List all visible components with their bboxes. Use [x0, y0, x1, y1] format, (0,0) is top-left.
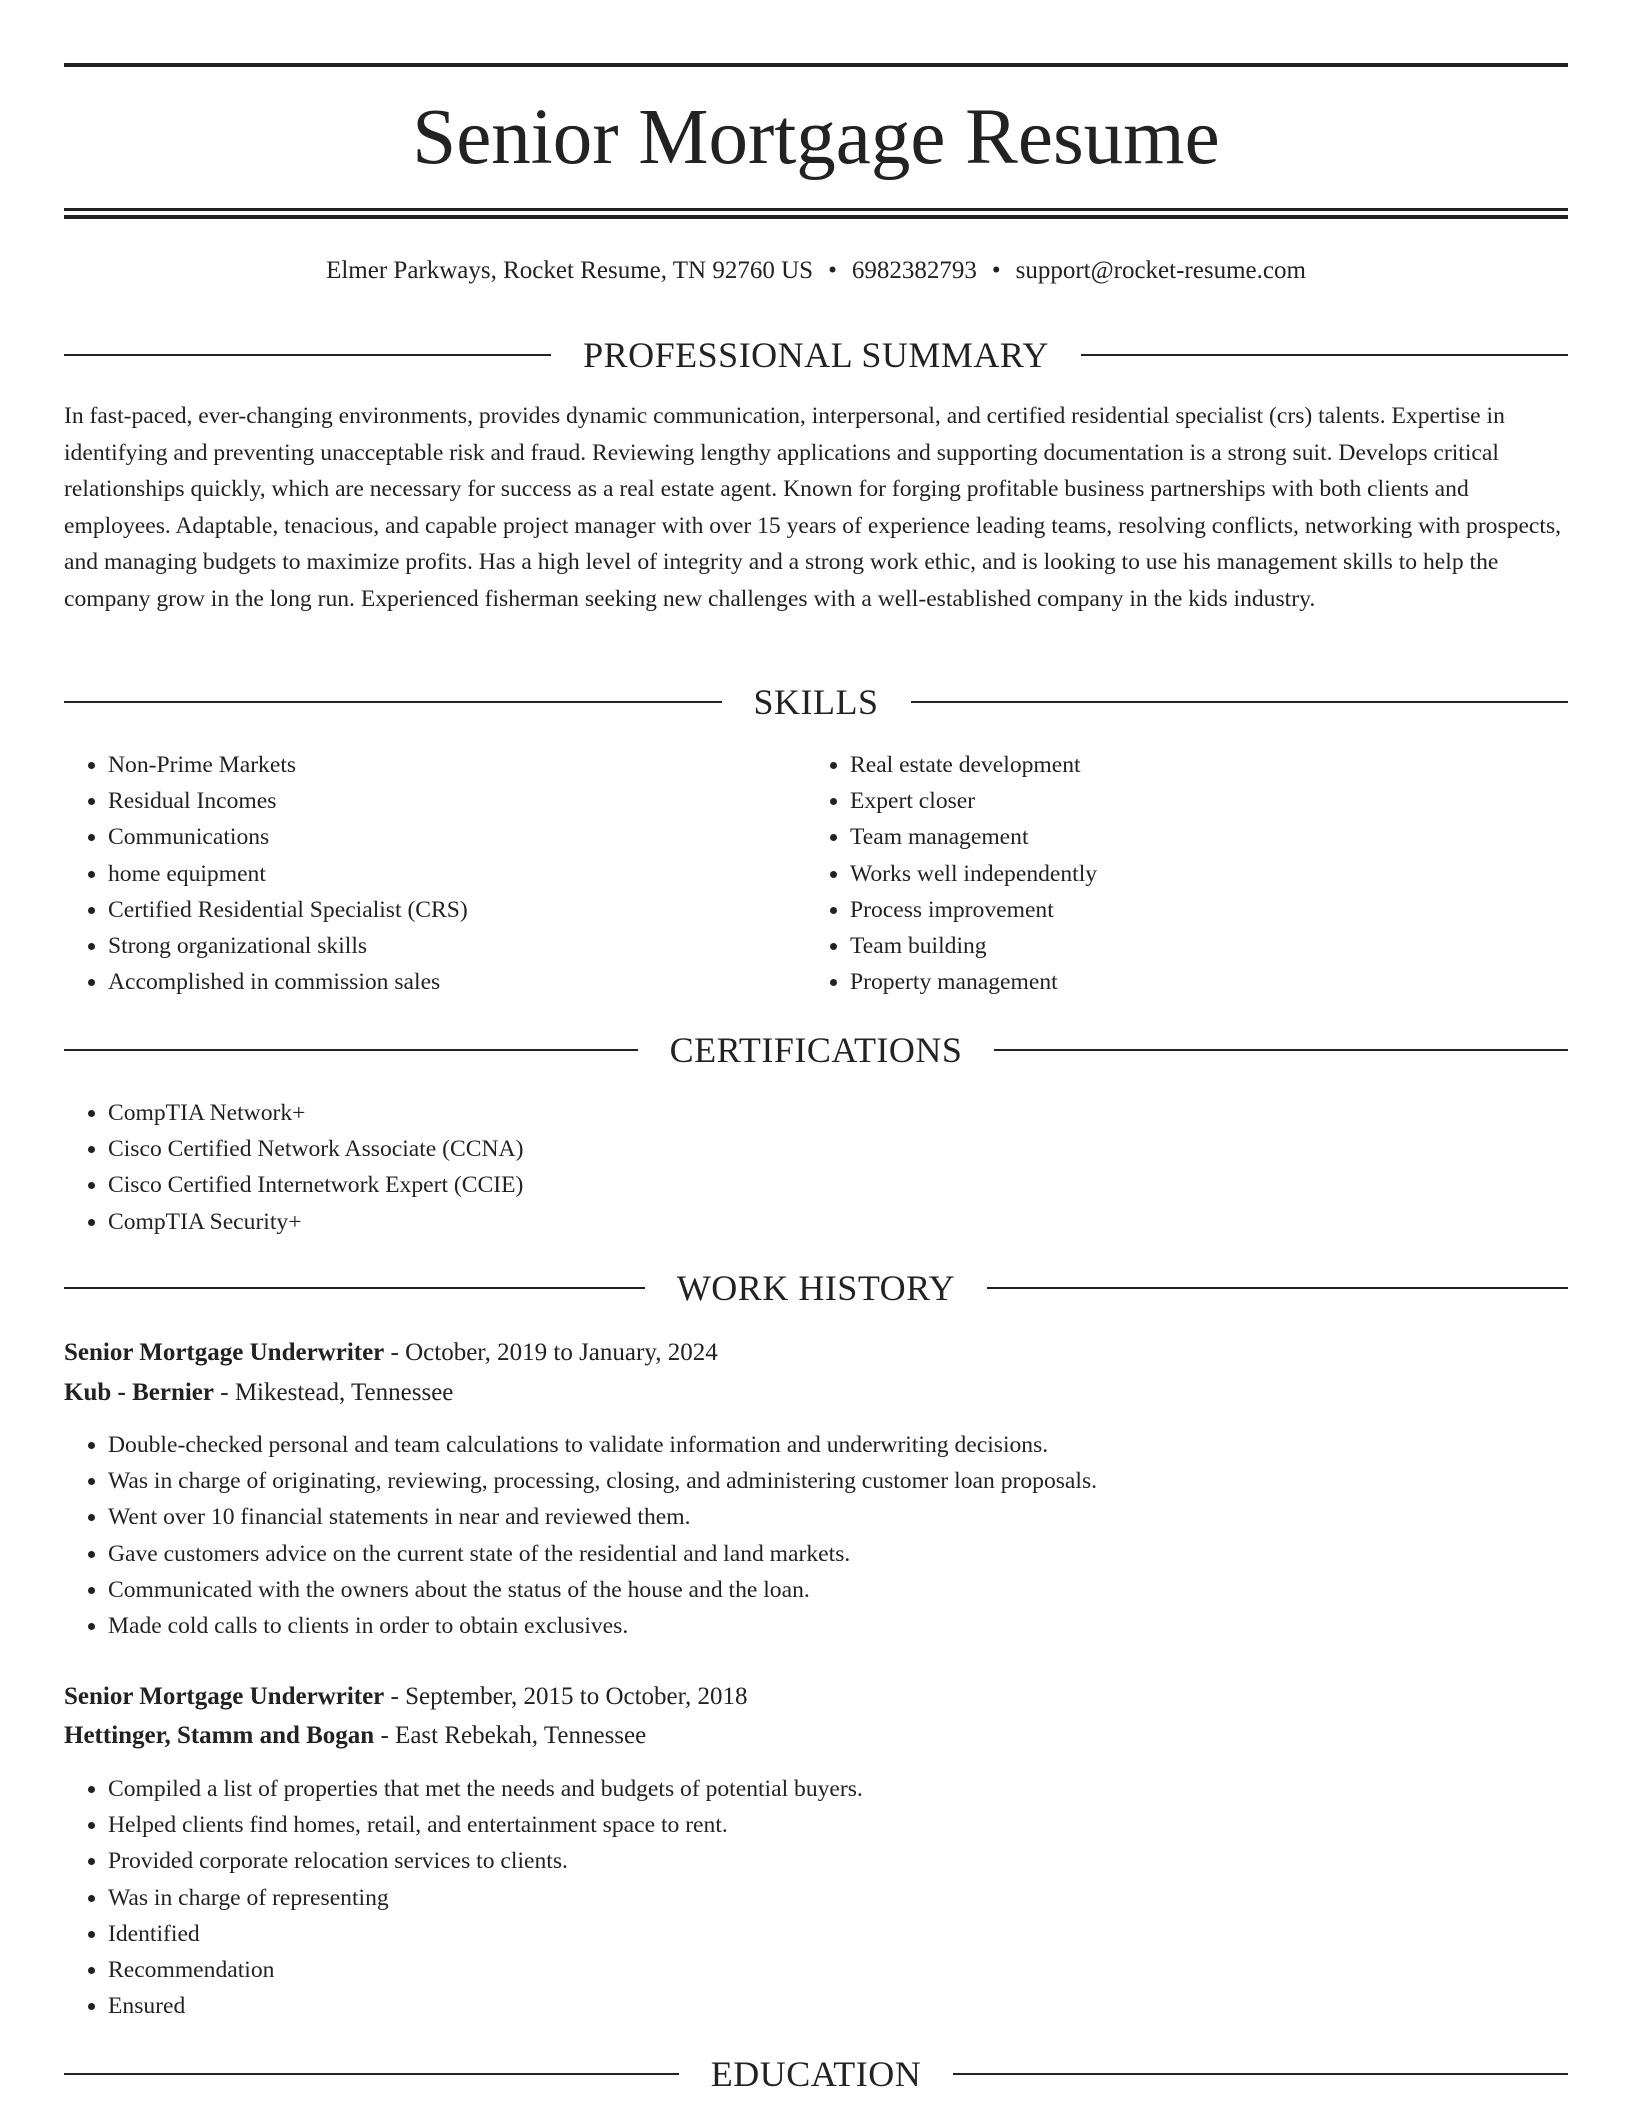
- job-bullet: • Identified: [108, 1916, 1568, 1952]
- job-title-line: [64, 1336, 1568, 1370]
- certification-item: • CompTIA Network+: [108, 1095, 1568, 1131]
- skills-column-left: [64, 747, 764, 1000]
- contact-email: support@rocket-resume.com: [1015, 257, 1306, 284]
- contact-line: [64, 254, 1568, 288]
- certifications-list: [64, 1095, 1568, 1240]
- job-bullet: • Gave customers advice on the current state of the residential and land markets.: [108, 1536, 1568, 1572]
- job-company: Hettinger, Stamm and Bogan: [64, 1722, 375, 1749]
- job-company-line: [64, 1719, 1568, 1753]
- job-bullets: [64, 1771, 1568, 2024]
- contact-separator: •: [828, 257, 837, 284]
- job-dates: - September, 2015 to October, 2018: [384, 1683, 748, 1710]
- job-bullet: • Provided corporate relocation services to clients.: [108, 1843, 1568, 1879]
- job-dates: - October, 2019 to January, 2024: [384, 1339, 718, 1366]
- heading-rule-left: [64, 354, 551, 356]
- skills-column-right: [806, 747, 1506, 1000]
- heading-rule-left: [64, 1049, 638, 1051]
- heading-rule-left: [64, 2073, 679, 2075]
- skill-item: • Communications: [108, 819, 764, 855]
- contact-address: Elmer Parkways, Rocket Resume, TN 92760 US: [326, 257, 814, 284]
- skill-item: • Certified Residential Specialist (CRS): [108, 892, 764, 928]
- job-location: - Mikestead, Tennessee: [214, 1379, 454, 1406]
- job-bullet: • Was in charge of originating, reviewing, processing, closing, and administering customer loan proposals.: [108, 1463, 1568, 1499]
- job-title: Senior Mortgage Underwriter: [64, 1683, 385, 1710]
- section-heading-education: [64, 2052, 1568, 2096]
- skill-item: • Real estate development: [850, 747, 1506, 783]
- job-bullet: • Double-checked personal and team calculations to validate information and underwriting decisions.: [108, 1427, 1568, 1463]
- certification-item: • CompTIA Security+: [108, 1204, 1568, 1240]
- job-bullet: • Recommendation: [108, 1952, 1568, 1988]
- job-bullet: • Made cold calls to clients in order to obtain exclusives.: [108, 1608, 1568, 1644]
- skill-item: • Expert closer: [850, 783, 1506, 819]
- heading-rule-right: [1081, 354, 1568, 356]
- skill-item: • Works well independently: [850, 856, 1506, 892]
- heading-rule-right: [994, 1049, 1568, 1051]
- job-bullet: • Ensured: [108, 1988, 1568, 2024]
- resume-title: Senior Mortgage Resume: [412, 94, 1220, 181]
- section-heading-summary: [64, 333, 1568, 377]
- skill-item: • Accomplished in commission sales: [108, 964, 764, 1000]
- skill-item: • Team building: [850, 928, 1506, 964]
- section-heading-work-history: [64, 1266, 1568, 1310]
- section-heading-skills: [64, 680, 1568, 724]
- job-location: - East Rebekah, Tennessee: [374, 1722, 647, 1749]
- skill-item: • Strong organizational skills: [108, 928, 764, 964]
- job-company-line: [64, 1376, 1568, 1410]
- summary-paragraph: In fast-paced, ever-changing environments, provides dynamic communication, interpersonal, and certified residential specialist (crs) talents. Expertise in identifying and preventing unacceptable risk and fraud. Reviewing lengthy applications and supporting documentation is a strong suit. Develops critical relationships quickly, which are necessary for success as a real estate agent. Known for forging profitable business partnerships with both clients and employees. Adaptable, tenacious, and capable project manager with over 15 years of experience leading teams, resolving conflicts, networking with prospects, and managing budgets to maximize profits. Has a high level of integrity and a strong work ethic, and is looking to use his management skills to help the company grow in the long run. Experienced fisherman seeking new challenges with a well-established company in the kids industry.: [64, 403, 1562, 612]
- section-title: SKILLS: [753, 682, 879, 722]
- job-bullet: • Helped clients find homes, retail, and entertainment space to rent.: [108, 1807, 1568, 1843]
- job-title: Senior Mortgage Underwriter: [64, 1339, 385, 1366]
- job-bullet: • Communicated with the owners about the status of the house and the loan.: [108, 1572, 1568, 1608]
- skill-item: • home equipment: [108, 856, 764, 892]
- job-title-line: [64, 1680, 1568, 1714]
- header-double-rule: [64, 208, 1568, 219]
- section-title: PROFESSIONAL SUMMARY: [583, 335, 1049, 375]
- section-heading-certifications: [64, 1028, 1568, 1072]
- skill-item: • Process improvement: [850, 892, 1506, 928]
- heading-rule-right: [911, 701, 1569, 703]
- section-title: EDUCATION: [710, 2054, 922, 2094]
- skill-item: • Residual Incomes: [108, 783, 764, 819]
- contact-phone: 6982382793: [851, 257, 977, 284]
- job-bullet: • Compiled a list of properties that met the needs and budgets of potential buyers.: [108, 1771, 1568, 1807]
- job-bullets: [64, 1427, 1568, 1644]
- job-bullet: • Went over 10 financial statements in near and reviewed them.: [108, 1499, 1568, 1535]
- job-company: Kub - Bernier: [64, 1379, 214, 1406]
- section-title: WORK HISTORY: [676, 1268, 956, 1308]
- section-title: CERTIFICATIONS: [669, 1030, 963, 1070]
- contact-separator: •: [991, 257, 1001, 284]
- certification-item: • Cisco Certified Internetwork Expert (CCIE): [108, 1167, 1568, 1203]
- job-bullet: • Was in charge of representing: [108, 1880, 1568, 1916]
- skill-item: • Property management: [850, 964, 1506, 1000]
- certification-item: • Cisco Certified Network Associate (CCNA): [108, 1131, 1568, 1167]
- heading-rule-right: [953, 2073, 1568, 2075]
- heading-rule-left: [64, 701, 722, 703]
- header-top-rule: [64, 63, 1568, 67]
- skill-item: • Team management: [850, 819, 1506, 855]
- heading-rule-left: [64, 1287, 645, 1289]
- heading-rule-right: [987, 1287, 1568, 1289]
- skill-item: • Non-Prime Markets: [108, 747, 764, 783]
